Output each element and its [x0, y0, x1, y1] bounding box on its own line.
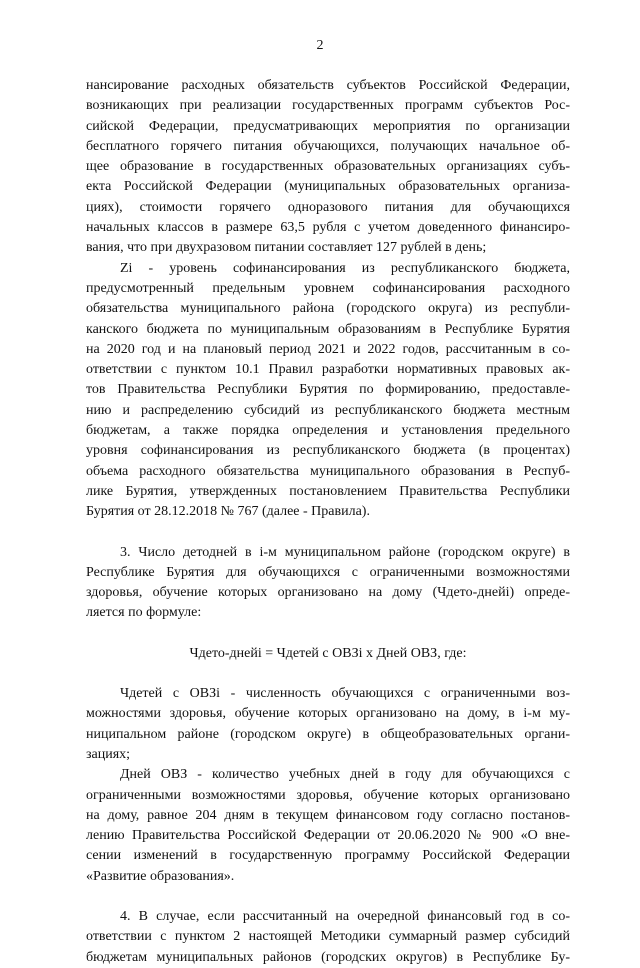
- text-line: бюджетам, а также порядка определения и установления предельного: [86, 423, 570, 439]
- paragraph-gap: [86, 664, 570, 684]
- paragraph-item-4: [86, 907, 570, 968]
- paragraph-gap: [86, 523, 570, 543]
- text-line: «Развитие образования».: [86, 868, 235, 884]
- text-line: на 2020 год и на плановый период 2021 и 2022 годов, рассчитанным в со-: [86, 341, 570, 357]
- page-number: 2: [316, 38, 324, 53]
- text-line: Бурятия от 28.12.2018 № 767 (далее - Правила).: [86, 504, 370, 520]
- text-line: возникающих при реализации государственных программ субъектов Рос-: [86, 98, 570, 114]
- text-line: предусмотренный предельным уровнем софинансирования расходного: [86, 280, 570, 296]
- text-line: ляется по формуле:: [86, 605, 202, 621]
- text-line: Чдетей с ОВЗi - численность обучающихся с ограниченными воз-: [120, 686, 570, 702]
- text-line: обязательства муниципального района (городского округа) из республи-: [86, 301, 570, 317]
- text-line: ответствии с пунктом 10.1 Правил разработки нормативных правовых ак-: [86, 362, 570, 378]
- text-line: Республике Бурятия для обучающихся с ограниченными возможностями: [86, 564, 570, 580]
- text-line: 3. Число детодней в i-м муниципальном районе (городском округе) в: [120, 544, 570, 560]
- text-line: лике Бурятия, утвержденных постановлением Правительства Республики: [86, 483, 570, 499]
- text-line: бюджетам муниципальных районов (городских округов) в Республике Бу-: [86, 949, 570, 965]
- text-line: сении изменений в государственную программу Российской Федерации: [86, 848, 570, 864]
- text-line: ограниченными возможностями здоровья, обучение которых организовано: [86, 787, 570, 803]
- text-line: ответствии с пунктом 2 настоящей Методики суммарный размер субсидий: [86, 929, 570, 945]
- paragraph-gap: [86, 887, 570, 907]
- text-line: бесплатного горячего питания обучающихся, получающих начальное об-: [86, 138, 570, 154]
- formula: Чдето-днейi = Чдетей с ОВЗi х Дней ОВЗ, где:: [189, 645, 467, 661]
- paragraph-days-definition: [86, 765, 570, 887]
- text-line: можностями здоровья, обучение которых организовано на дому, в i-м му-: [86, 706, 570, 722]
- text-line: екта Российской Федерации (муниципальных образовательных организа-: [86, 179, 570, 195]
- paragraph-continuation: [86, 76, 570, 259]
- paragraph-item-3: [86, 543, 570, 624]
- document-body: [86, 76, 570, 968]
- paragraph-gap: [86, 624, 570, 644]
- paragraph-children-count-definition: [86, 684, 570, 765]
- paragraph-zi-definition: [86, 259, 570, 523]
- text-line: циях), стоимости горячего одноразового питания для обучающихся: [86, 199, 570, 215]
- text-line: нию и распределению субсидий из республиканского бюджета местным: [86, 402, 570, 418]
- text-line: щее образование в государственных образовательных организациях субъ-: [86, 159, 570, 175]
- text-line: лению Правительства Российской Федерации от 20.06.2020 № 900 «О вне-: [86, 828, 570, 844]
- text-line: объема расходного обязательства муниципального образования в Респуб-: [86, 463, 570, 479]
- text-line: канского бюджета по муниципальным образованиям в Республике Бурятия: [86, 321, 570, 337]
- text-line: Дней ОВЗ - количество учебных дней в году для обучающихся с: [120, 767, 570, 783]
- text-line: Zi - уровень софинансирования из республиканского бюджета,: [120, 260, 570, 276]
- text-line: зациях;: [86, 746, 131, 762]
- text-line: ниципальном районе (городском округе) в общеобразовательных органи-: [86, 726, 570, 742]
- text-line: нансирование расходных обязательств субъектов Российской Федерации,: [86, 78, 570, 93]
- text-line: сийской Федерации, предусматривающих мероприятия по организации: [86, 118, 570, 134]
- text-line: вания, что при двухразовом питании составляет 127 рублей в день;: [86, 240, 487, 256]
- text-line: на дому, равное 204 дням в текущем финансовом году согласно постанов-: [86, 807, 570, 823]
- text-line: 4. В случае, если рассчитанный на очередной финансовый год в со-: [120, 908, 570, 924]
- text-line: уровня софинансирования из республиканского бюджета (в процентах): [86, 443, 570, 459]
- text-line: начальных классов в размере 63,5 рубля с учетом доведенного финансиро-: [86, 220, 570, 236]
- text-line: здоровья, обучение которых организовано на дому (Чдето-днейi) опреде-: [86, 585, 570, 601]
- text-line: тов Правительства Республики Бурятия по формированию, предоставле-: [86, 382, 570, 398]
